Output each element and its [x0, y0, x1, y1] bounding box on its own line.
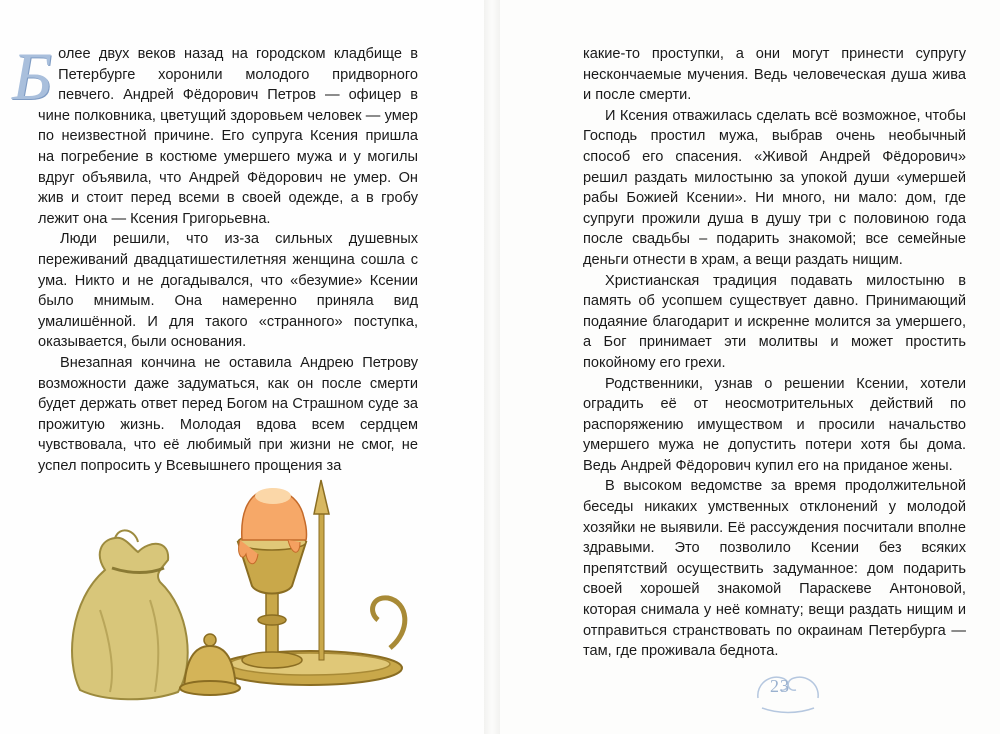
money-sack-illustration — [72, 530, 188, 699]
paragraph-1 — [12, 38, 418, 229]
right-page-text — [583, 44, 966, 662]
page-gutter — [484, 0, 500, 734]
candle-snuffer-illustration — [314, 480, 329, 660]
paragraph-3: Внезапная кончина не оставила Андрею Петрову возможности даже задуматься, как он после смерти будет держать ответ перед Богом на Страшном суде за прожитую жизнь. Молодая вдова всем сердцем чувствовала, что её любимый при жизни не смог, не успел попросить у Всевышнего прощения за — [38, 354, 418, 474]
paragraph-2: Люди решили, что из-за сильных душевных переживаний двадцатишестилетняя женщина сошла с ума. Никто и не догадывался, что «безумие» Ксении было мнимым. Она намеренно приняла вид умалишённой. И для такого «странного» поступка, оказывается, были основания. — [38, 231, 418, 351]
paragraph-4: какие-то проступки, а они могут принести супругу нескончаемые мучения. Ведь человеческая душа жива и после смерти. — [583, 46, 966, 104]
bell-illustration — [180, 634, 240, 695]
paragraph-8: В высоком ведомстве за время продолжительной беседы никаких умственных отклонений у молодой хозяйки не выявили. Её рассуждения посчитали вполне здравыми. Это позволило Ксении без всяких препятствий осуществить задуманное: дом подарить своей хорошей знакомой Параскеве Антоновой, которая снимала у неё комнату; вещи раздать нищим и отправиться странствовать по окраинам Петербурга — там, где проживала беднота. — [583, 478, 966, 660]
paragraph-5: И Ксения отважилась сделать всё возможное, чтобы Господь простил мужа, выбрав очень необычный способ его спасения. «Живой Андрей Фёдорович» решил раздать милостыню за упокой души «умершей рабы Божией Ксении». Ни много, ни мало: дом, где супруги прожили душа в душу три с половиною года после свадьбы – подарить знакомой; все семейные деньги отнести в храм, а вещи раздать нищим. — [583, 107, 966, 268]
paragraph-6: Христианская традиция подавать милостыню в память об усопшем существует давно. Принимающий подаяние благодарит и искренне молится за умершего, а Бог принимает эти молитвы и может простить покойному его грехи. — [583, 272, 966, 371]
drop-cap: Б — [12, 38, 53, 114]
left-page-text — [12, 38, 418, 476]
page-number: 23 — [770, 676, 790, 696]
left-page — [0, 0, 484, 734]
candlestick-illustration — [60, 470, 410, 710]
paragraph-1-text: олее двух веков назад на городском кладбище в Петербурге хоронили молодого придворного певчего. Андрей Фёдорович Петров — офицер в чине полковника, цветущий здоровьем человек — умер по неизвестной причине. Его супруга Ксения пришла на погребение в костюме умершего мужа и у могилы вдруг объявила, что Андрей Фёдорович не умер. Он жив и стоит перед всеми в своей одежде, а в гробу лежит она — Ксения Григорьевна. — [38, 46, 418, 227]
paragraph-7: Родственники, узнав о решении Ксении, хотели оградить её от неосмотрительных действий по распоряжению имуществом и просили начальство умершего мужа не допустить потери хотя бы дома. Ведь Андрей Фёдорович купил его на приданое жены. — [583, 375, 966, 474]
